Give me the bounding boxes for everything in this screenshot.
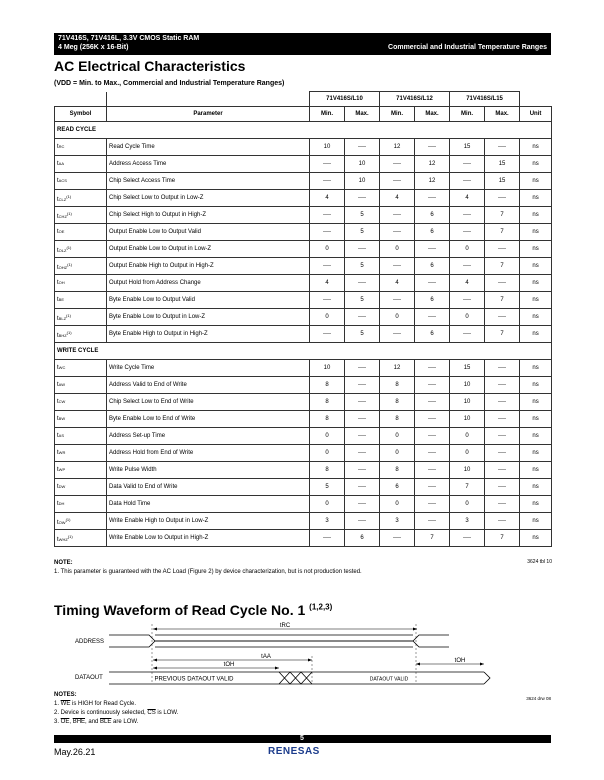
table-row xyxy=(55,190,552,207)
value-cell: ---- xyxy=(380,224,415,241)
parameter-cell: Address Set-up Time xyxy=(107,428,310,445)
value-cell: ---- xyxy=(450,224,485,241)
value-cell: ---- xyxy=(415,462,450,479)
symbol-cell: tCLZ$^{(1)}$ xyxy=(55,190,107,207)
value-cell: 7 xyxy=(450,479,485,496)
value-cell: 10 xyxy=(450,377,485,394)
symbol-cell: tRC xyxy=(55,139,107,156)
unit-cell: ns xyxy=(520,394,552,411)
value-cell: 0 xyxy=(450,445,485,462)
value-cell: ---- xyxy=(380,258,415,275)
taa-label: tAA xyxy=(261,654,271,660)
parameter-cell: Address Hold from End of Write xyxy=(107,445,310,462)
value-cell: ---- xyxy=(345,377,380,394)
trc-arrow-head-left xyxy=(153,628,157,631)
value-cell: ---- xyxy=(485,394,520,411)
note-item-3: 3. $\overline{OE}$, $\overline{BHE}$, and $\overline{BLE}$ are LOW. xyxy=(54,719,139,725)
parameter-cell: Write Enable High to Output in Low-Z xyxy=(107,513,310,530)
unit-cell: ns xyxy=(520,309,552,326)
symbol-cell: tCHZ$^{(1)}$ xyxy=(55,207,107,224)
parameter-cell: Output Enable Low to Output Valid xyxy=(107,224,310,241)
unit-cell: ns xyxy=(520,377,552,394)
table-row xyxy=(55,479,552,496)
value-cell: 4 xyxy=(380,190,415,207)
value-cell: 15 xyxy=(450,139,485,156)
value-cell: ---- xyxy=(415,139,450,156)
value-cell: ---- xyxy=(485,462,520,479)
symbol-cell: tBW xyxy=(55,411,107,428)
value-cell: 0 xyxy=(310,428,345,445)
symbol-cell: tBLZ$^{(1)}$ xyxy=(55,309,107,326)
value-cell: 6 xyxy=(380,479,415,496)
table-row xyxy=(55,156,552,173)
value-cell: ---- xyxy=(485,411,520,428)
table-row xyxy=(55,360,552,377)
address-label: ADDRESS xyxy=(75,639,105,645)
symbol-cell: tDW xyxy=(55,479,107,496)
table-row xyxy=(55,207,552,224)
value-cell: ---- xyxy=(450,207,485,224)
waveform-reference: 3624 drw 08 xyxy=(526,696,551,701)
unit-cell: ns xyxy=(520,258,552,275)
trc-label: tRC xyxy=(279,623,291,629)
table-row xyxy=(55,139,552,156)
value-cell: ---- xyxy=(415,445,450,462)
symbol-cell: tBHZ$^{(1)}$ xyxy=(55,326,107,343)
value-cell: ---- xyxy=(450,292,485,309)
value-cell: ---- xyxy=(310,530,345,547)
section-row xyxy=(55,122,552,139)
value-cell: ---- xyxy=(345,411,380,428)
value-cell: 5 xyxy=(345,224,380,241)
value-cell: ---- xyxy=(485,496,520,513)
value-cell: 6 xyxy=(415,326,450,343)
value-cell: ---- xyxy=(310,156,345,173)
value-cell: 7 xyxy=(485,326,520,343)
value-cell: 4 xyxy=(310,275,345,292)
value-cell: 6 xyxy=(415,224,450,241)
value-cell: ---- xyxy=(415,428,450,445)
header-part-organization: 4 Meg (256K x 16-Bit) xyxy=(58,44,129,51)
parameter-cell: Address Access Time xyxy=(107,156,310,173)
note-heading: NOTE: xyxy=(54,560,73,566)
table-header-columns xyxy=(55,107,552,122)
value-cell: 12 xyxy=(380,139,415,156)
value-cell: 3 xyxy=(450,513,485,530)
data-valid-label: DATAOUT VALID xyxy=(369,676,409,683)
value-cell: ---- xyxy=(380,207,415,224)
section-label: READ CYCLE xyxy=(55,122,552,139)
value-cell: 10 xyxy=(345,173,380,190)
value-cell: 7 xyxy=(415,530,450,547)
parameter-cell: Address Valid to End of Write xyxy=(107,377,310,394)
value-cell: ---- xyxy=(450,156,485,173)
previous-data-label: PREVIOUS DATAOUT VALID xyxy=(154,676,234,683)
value-cell: ---- xyxy=(450,173,485,190)
table-row xyxy=(55,377,552,394)
section-row xyxy=(55,343,552,360)
value-cell: ---- xyxy=(415,190,450,207)
symbol-cell: tWHZ$^{(1)}$ xyxy=(55,530,107,547)
value-cell: ---- xyxy=(380,173,415,190)
symbol-cell: tBE xyxy=(55,292,107,309)
value-cell: ---- xyxy=(380,530,415,547)
table-row xyxy=(55,411,552,428)
col-max: Max. xyxy=(345,107,380,122)
unit-cell: ns xyxy=(520,530,552,547)
footer-date: May.26.21 xyxy=(54,747,96,757)
value-cell: ---- xyxy=(415,513,450,530)
value-cell: 0 xyxy=(450,428,485,445)
value-cell: ---- xyxy=(450,530,485,547)
value-cell: 12 xyxy=(380,360,415,377)
table-header-groups xyxy=(55,92,552,107)
unit-cell: ns xyxy=(520,207,552,224)
group-header-10: 71V416S/L10 xyxy=(310,92,380,107)
table-row xyxy=(55,428,552,445)
unit-cell: ns xyxy=(520,139,552,156)
unit-cell: ns xyxy=(520,496,552,513)
col-min: Min. xyxy=(310,107,345,122)
col-min: Min. xyxy=(380,107,415,122)
note-item-1: 1. $\overline{WE}$ is HIGH for Read Cycle. xyxy=(54,701,137,707)
value-cell: 5 xyxy=(345,258,380,275)
value-cell: 8 xyxy=(380,411,415,428)
value-cell: 6 xyxy=(415,207,450,224)
value-cell: 4 xyxy=(450,275,485,292)
value-cell: ---- xyxy=(415,479,450,496)
value-cell: 8 xyxy=(310,394,345,411)
table-row xyxy=(55,513,552,530)
value-cell: 10 xyxy=(345,156,380,173)
table-row xyxy=(55,394,552,411)
value-cell: 0 xyxy=(380,428,415,445)
symbol-cell: tAW xyxy=(55,377,107,394)
value-cell: 6 xyxy=(415,258,450,275)
header-temperature-range: Commercial and Industrial Temperature Ranges xyxy=(388,44,547,51)
section-subtitle: (VDD = Min. to Max., Commercial and Industrial Temperature Ranges) xyxy=(54,80,285,87)
value-cell: 0 xyxy=(380,445,415,462)
value-cell: ---- xyxy=(485,190,520,207)
table-row xyxy=(55,530,552,547)
unit-cell: ns xyxy=(520,479,552,496)
value-cell: ---- xyxy=(345,309,380,326)
value-cell: 10 xyxy=(310,360,345,377)
table-row xyxy=(55,496,552,513)
parameter-cell: Chip Select High to Output in High-Z xyxy=(107,207,310,224)
parameter-cell: Write Pulse Width xyxy=(107,462,310,479)
value-cell: ---- xyxy=(310,224,345,241)
value-cell: 0 xyxy=(380,241,415,258)
value-cell: 4 xyxy=(450,190,485,207)
value-cell: 4 xyxy=(310,190,345,207)
note-text: 1. This parameter is guaranteed with the AC Load (Figure 2) by device characterization, but is not production tested. xyxy=(54,569,362,575)
value-cell: 15 xyxy=(485,173,520,190)
value-cell: ---- xyxy=(485,428,520,445)
value-cell: 5 xyxy=(345,326,380,343)
value-cell: 3 xyxy=(310,513,345,530)
table-row xyxy=(55,173,552,190)
symbol-cell: tOH xyxy=(55,275,107,292)
value-cell: 7 xyxy=(485,207,520,224)
value-cell: 8 xyxy=(380,377,415,394)
parameter-cell: Byte Enable High to Output in High-Z xyxy=(107,326,310,343)
value-cell: ---- xyxy=(310,258,345,275)
unit-cell: ns xyxy=(520,462,552,479)
unit-cell: ns xyxy=(520,224,552,241)
value-cell: ---- xyxy=(345,479,380,496)
table-row xyxy=(55,224,552,241)
value-cell: ---- xyxy=(345,513,380,530)
unit-cell: ns xyxy=(520,513,552,530)
parameter-cell: Byte Enable Low to Output in Low-Z xyxy=(107,309,310,326)
col-parameter: Parameter xyxy=(107,107,310,122)
value-cell: 0 xyxy=(310,309,345,326)
symbol-cell: tCW xyxy=(55,394,107,411)
toh-label: tOH xyxy=(223,662,235,668)
unit-cell: ns xyxy=(520,241,552,258)
unit-cell: ns xyxy=(520,411,552,428)
notes-heading: NOTES: xyxy=(54,692,77,698)
col-unit: Unit xyxy=(520,107,552,122)
symbol-cell: tOE xyxy=(55,224,107,241)
toh-label-right: tOH xyxy=(454,658,466,664)
unit-cell: ns xyxy=(520,292,552,309)
symbol-cell: tACS xyxy=(55,173,107,190)
symbol-cell: tOHZ$^{(1)}$ xyxy=(55,258,107,275)
value-cell: ---- xyxy=(310,173,345,190)
value-cell: 0 xyxy=(380,496,415,513)
value-cell: ---- xyxy=(485,139,520,156)
value-cell: ---- xyxy=(380,292,415,309)
value-cell: ---- xyxy=(380,326,415,343)
value-cell: ---- xyxy=(485,275,520,292)
parameter-cell: Chip Select Low to Output in Low-Z xyxy=(107,190,310,207)
value-cell: ---- xyxy=(415,241,450,258)
value-cell: ---- xyxy=(415,394,450,411)
symbol-cell: tWC xyxy=(55,360,107,377)
col-symbol: Symbol xyxy=(55,107,107,122)
parameter-cell: Output Enable Low to Output in Low-Z xyxy=(107,241,310,258)
value-cell: ---- xyxy=(345,462,380,479)
parameter-cell: Write Enable Low to Output in High-Z xyxy=(107,530,310,547)
value-cell: ---- xyxy=(345,139,380,156)
value-cell: 8 xyxy=(310,377,345,394)
value-cell: 10 xyxy=(450,462,485,479)
value-cell: ---- xyxy=(380,156,415,173)
symbol-cell: tWP xyxy=(55,462,107,479)
table-row xyxy=(55,258,552,275)
value-cell: ---- xyxy=(415,377,450,394)
unit-cell: ns xyxy=(520,156,552,173)
value-cell: 7 xyxy=(485,530,520,547)
value-cell: ---- xyxy=(345,275,380,292)
value-cell: ---- xyxy=(345,496,380,513)
unit-cell: ns xyxy=(520,445,552,462)
unit-cell: ns xyxy=(520,360,552,377)
value-cell: 15 xyxy=(450,360,485,377)
parameter-cell: Data Hold Time xyxy=(107,496,310,513)
value-cell: 10 xyxy=(450,394,485,411)
value-cell: 12 xyxy=(415,156,450,173)
dataout-label: DATAOUT xyxy=(75,675,103,681)
table-row xyxy=(55,326,552,343)
value-cell: 0 xyxy=(310,241,345,258)
address-signal xyxy=(109,635,449,647)
value-cell: 5 xyxy=(310,479,345,496)
value-cell: ---- xyxy=(415,360,450,377)
value-cell: ---- xyxy=(345,428,380,445)
unit-cell: ns xyxy=(520,190,552,207)
value-cell: 6 xyxy=(415,292,450,309)
unit-cell: ns xyxy=(520,326,552,343)
value-cell: ---- xyxy=(485,445,520,462)
value-cell: ---- xyxy=(485,360,520,377)
parameter-cell: Chip Select Access Time xyxy=(107,173,310,190)
parameter-cell: Byte Enable Low to Output Valid xyxy=(107,292,310,309)
section-title: AC Electrical Characteristics xyxy=(54,58,246,74)
value-cell: ---- xyxy=(345,360,380,377)
parameter-cell: Output Hold from Address Change xyxy=(107,275,310,292)
symbol-cell: tAS xyxy=(55,428,107,445)
value-cell: 15 xyxy=(485,156,520,173)
value-cell: ---- xyxy=(310,207,345,224)
table-row xyxy=(55,275,552,292)
group-header-12: 71V416S/L12 xyxy=(380,92,450,107)
unit-cell: ns xyxy=(520,275,552,292)
table-row xyxy=(55,445,552,462)
value-cell: ---- xyxy=(415,275,450,292)
group-header-15: 71V416S/L15 xyxy=(450,92,520,107)
value-cell: ---- xyxy=(485,479,520,496)
symbol-cell: tAA xyxy=(55,156,107,173)
value-cell: ---- xyxy=(450,258,485,275)
value-cell: 10 xyxy=(310,139,345,156)
value-cell: 12 xyxy=(415,173,450,190)
value-cell: 7 xyxy=(485,292,520,309)
value-cell: 0 xyxy=(310,445,345,462)
symbol-cell: tWR xyxy=(55,445,107,462)
value-cell: 10 xyxy=(450,411,485,428)
parameter-cell: Data Valid to End of Write xyxy=(107,479,310,496)
value-cell: 0 xyxy=(380,309,415,326)
value-cell: 0 xyxy=(450,309,485,326)
value-cell: 7 xyxy=(485,224,520,241)
parameter-cell: Read Cycle Time xyxy=(107,139,310,156)
value-cell: 8 xyxy=(380,462,415,479)
value-cell: 8 xyxy=(310,411,345,428)
value-cell: ---- xyxy=(485,309,520,326)
page-number: 5 xyxy=(300,735,304,742)
value-cell: 0 xyxy=(450,496,485,513)
table-row xyxy=(55,309,552,326)
value-cell: 7 xyxy=(485,258,520,275)
page-header xyxy=(54,33,551,55)
value-cell: ---- xyxy=(450,326,485,343)
value-cell: 3 xyxy=(380,513,415,530)
symbol-cell: tOW$^{(1)}$ xyxy=(55,513,107,530)
symbol-cell: tDH xyxy=(55,496,107,513)
note-item-2: 2. Device is continuously selected, $\overline{CS}$ is LOW. xyxy=(54,710,179,716)
waveform-title: Timing Waveform of Read Cycle No. 1 $^{(1,2,3)}$ xyxy=(54,602,333,618)
table-row xyxy=(55,241,552,258)
value-cell: ---- xyxy=(310,326,345,343)
col-min: Min. xyxy=(450,107,485,122)
value-cell: 8 xyxy=(310,462,345,479)
parameter-cell: Write Cycle Time xyxy=(107,360,310,377)
value-cell: ---- xyxy=(415,496,450,513)
value-cell: ---- xyxy=(485,241,520,258)
value-cell: 5 xyxy=(345,292,380,309)
renesas-logo: RENESAS xyxy=(268,746,320,757)
col-max: Max. xyxy=(415,107,450,122)
value-cell: 6 xyxy=(345,530,380,547)
trc-arrow-head-right xyxy=(413,628,417,631)
section-label: WRITE CYCLE xyxy=(55,343,552,360)
value-cell: ---- xyxy=(415,411,450,428)
parameter-cell: Byte Enable Low to End of Write xyxy=(107,411,310,428)
value-cell: 0 xyxy=(310,496,345,513)
value-cell: ---- xyxy=(485,513,520,530)
value-cell: 4 xyxy=(380,275,415,292)
value-cell: ---- xyxy=(415,309,450,326)
value-cell: ---- xyxy=(345,241,380,258)
header-part-title: 71V416S, 71V416L, 3.3V CMOS Static RAM xyxy=(58,35,200,42)
value-cell: 0 xyxy=(450,241,485,258)
value-cell: ---- xyxy=(345,445,380,462)
value-cell: ---- xyxy=(345,394,380,411)
value-cell: 8 xyxy=(380,394,415,411)
unit-cell: ns xyxy=(520,173,552,190)
symbol-cell: tOLZ$^{(1)}$ xyxy=(55,241,107,258)
value-cell: 5 xyxy=(345,207,380,224)
table-row xyxy=(55,462,552,479)
unit-cell: ns xyxy=(520,428,552,445)
table-reference: 3624 tbl 10 xyxy=(527,559,552,565)
table-row xyxy=(55,292,552,309)
ac-characteristics-table xyxy=(54,91,552,547)
value-cell: ---- xyxy=(345,190,380,207)
parameter-cell: Output Enable High to Output in High-Z xyxy=(107,258,310,275)
value-cell: ---- xyxy=(310,292,345,309)
parameter-cell: Chip Select Low to End of Write xyxy=(107,394,310,411)
col-max: Max. xyxy=(485,107,520,122)
value-cell: ---- xyxy=(485,377,520,394)
